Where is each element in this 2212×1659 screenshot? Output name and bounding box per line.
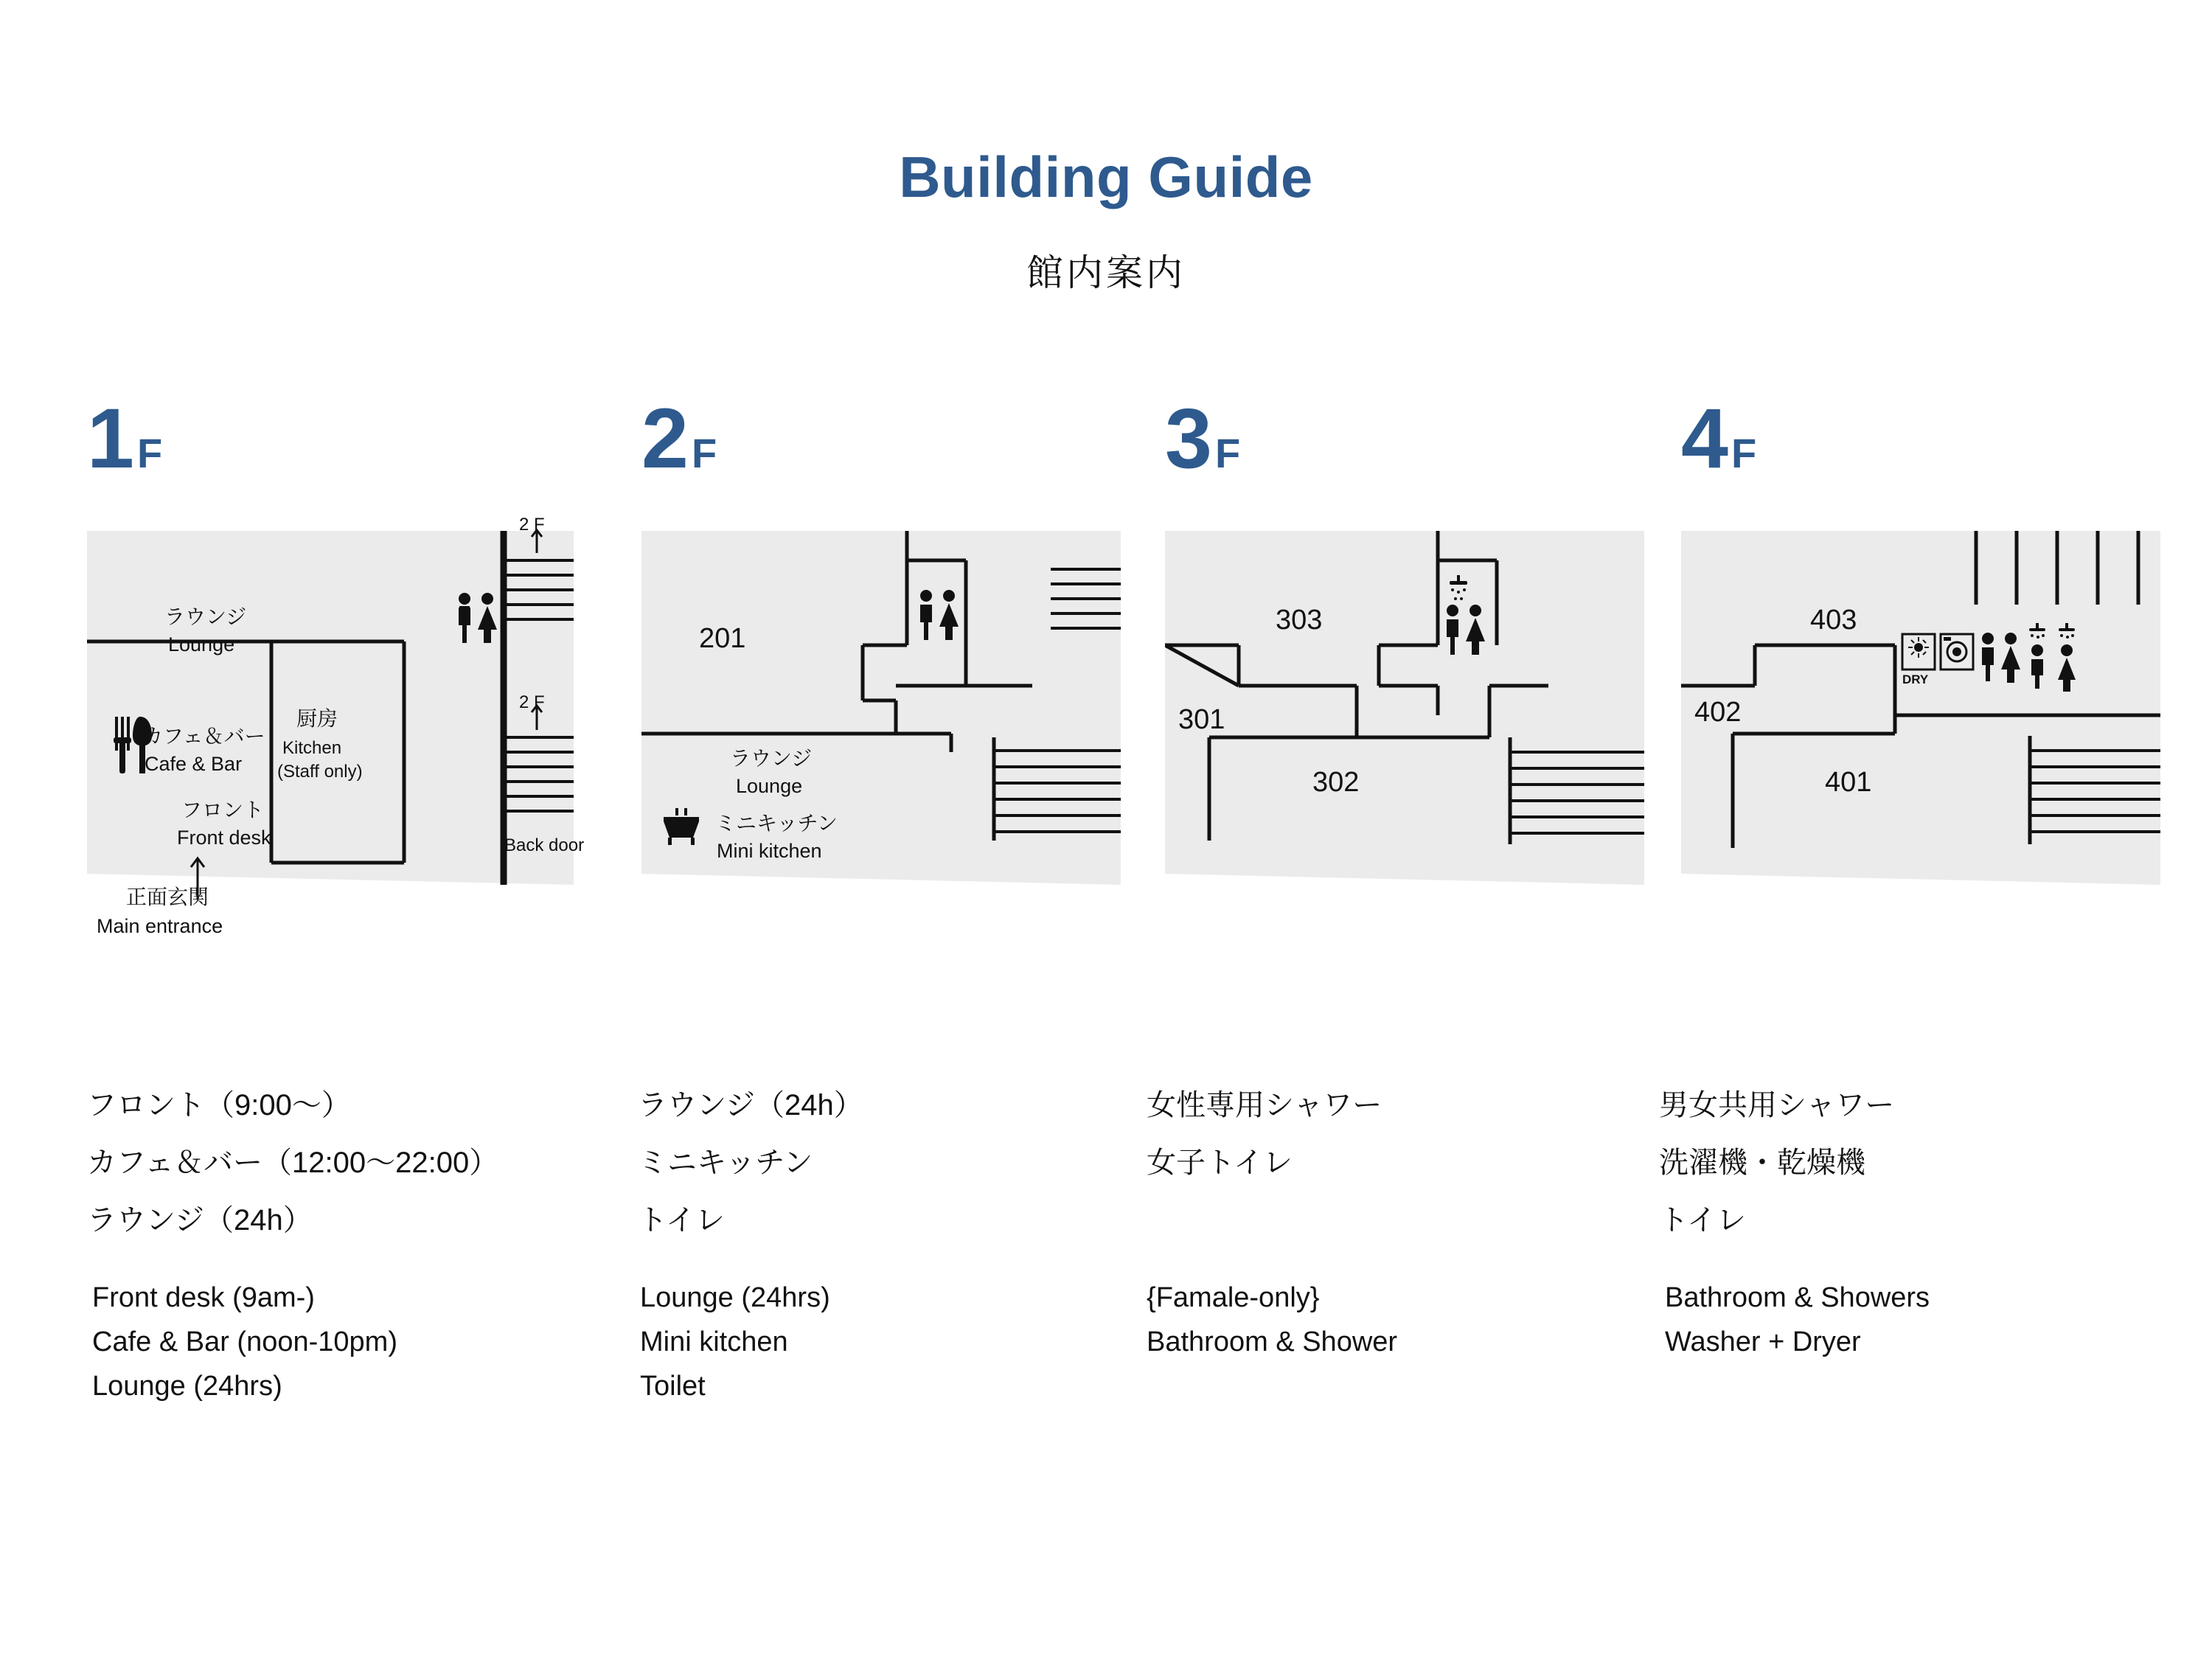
floor-badge-1f [87,392,581,509]
label-dry: DRY [1902,672,1929,686]
floor-number: 2 [641,392,689,486]
label-entrance-en: Main entrance [97,915,223,937]
label-room-402: 402 [1694,697,1742,728]
en-list-item: Lounge (24hrs) [640,1282,830,1313]
floor-number: 4 [1681,392,1728,486]
floor-map-2f-svg [641,516,1135,900]
label-minikitchen-jp: ミニキッチン [715,812,838,835]
jp-list-item: ラウンジ（24h） [87,1204,313,1237]
floor-suffix: F [691,430,717,476]
en-list-item: Bathroom & Showers [1665,1282,1930,1313]
floor-number: 3 [1165,392,1212,486]
floor-map-2f [641,516,1135,900]
jp-list-item: カフェ＆バー（12:00〜22:00） [87,1147,499,1179]
jp-list-item: ミニキッチン [638,1147,813,1179]
floor-badge-4f [1681,392,2175,509]
label-room-403: 403 [1810,605,1857,636]
floor-map-1f [87,515,585,900]
label-cafe-jp: カフェ＆バー [142,725,265,748]
page-title: Building Guide [899,145,1313,209]
label-back-door: Back door [504,835,585,855]
label-minikitchen-en: Mini kitchen [717,840,822,862]
label-kitchen-note: (Staff only) [277,762,363,782]
label-lounge-jp-2f: ラウンジ [730,747,813,770]
floor-map-4f-svg [1681,516,2175,900]
floor-column-2f [641,392,1135,900]
label-kitchen-en: Kitchen [282,738,342,758]
label-lounge-en-2f: Lounge [736,775,803,797]
label-front-jp: フロント [181,799,265,821]
floor-suffix: F [1214,430,1241,476]
jp-list-item: トイレ [1659,1204,1746,1237]
floor-suffix: F [1731,430,1757,476]
en-list-item: Toilet [640,1371,706,1402]
floor-map-4f [1681,516,2175,900]
label-room-201: 201 [699,623,746,654]
jp-list-item: 女子トイレ [1147,1147,1293,1179]
en-list-item: Washer + Dryer [1665,1326,1861,1357]
jp-list-item: 女性専用シャワー [1147,1089,1382,1121]
jp-list-item: トイレ [638,1204,725,1237]
jp-list-1f [87,1077,498,1249]
en-list-item: Bathroom & Shower [1147,1326,1398,1357]
label-stair-2f-top: 2 F [519,515,545,535]
jp-list-item: フロント（9:00〜） [87,1089,351,1121]
floor-number: 1 [87,392,134,486]
en-list-item: Front desk (9am-) [92,1282,315,1313]
label-entrance-jp: 正面玄関 [126,886,209,908]
jp-list-3f [1147,1077,1382,1192]
floor-badge-3f [1165,392,1659,509]
label-stair-2f-mid: 2 F [519,692,545,712]
en-list-4f [1665,1276,1930,1364]
en-list-item: Cafe & Bar (noon-10pm) [92,1326,397,1357]
floor-suffix: F [136,430,163,476]
en-list-2f [640,1276,830,1408]
jp-list-4f [1659,1077,1894,1249]
en-list-item: Mini kitchen [640,1326,788,1357]
label-lounge-en-1f: Lounge [168,633,235,655]
label-room-303: 303 [1276,605,1323,636]
floor-column-3f [1165,392,1659,900]
en-list-3f [1147,1276,1397,1364]
jp-list-2f [638,1077,863,1249]
jp-list-item: 洗濯機・乾燥機 [1659,1147,1865,1179]
floor-column-1f [87,392,585,937]
label-lounge-jp-1f: ラウンジ [164,605,247,628]
label-room-301: 301 [1178,704,1225,735]
floor-map-3f-svg [1165,516,1659,900]
en-list-1f [92,1276,397,1408]
label-kitchen-jp: 厨房 [296,707,338,730]
floor-map-3f [1165,516,1659,900]
jp-list-item: ラウンジ（24h） [638,1089,863,1121]
page-subtitle: 館内案内 [1026,252,1186,293]
floor-badge-2f [641,392,1135,509]
label-cafe-en: Cafe & Bar [145,753,243,775]
label-room-401: 401 [1825,767,1872,798]
label-front-en: Front desk [177,827,271,849]
label-room-302: 302 [1312,767,1360,798]
en-list-item: {Famale-only} [1147,1282,1320,1313]
en-list-item: Lounge (24hrs) [92,1371,282,1402]
floor-column-4f [1681,392,2175,900]
jp-list-item: 男女共用シャワー [1659,1089,1895,1121]
